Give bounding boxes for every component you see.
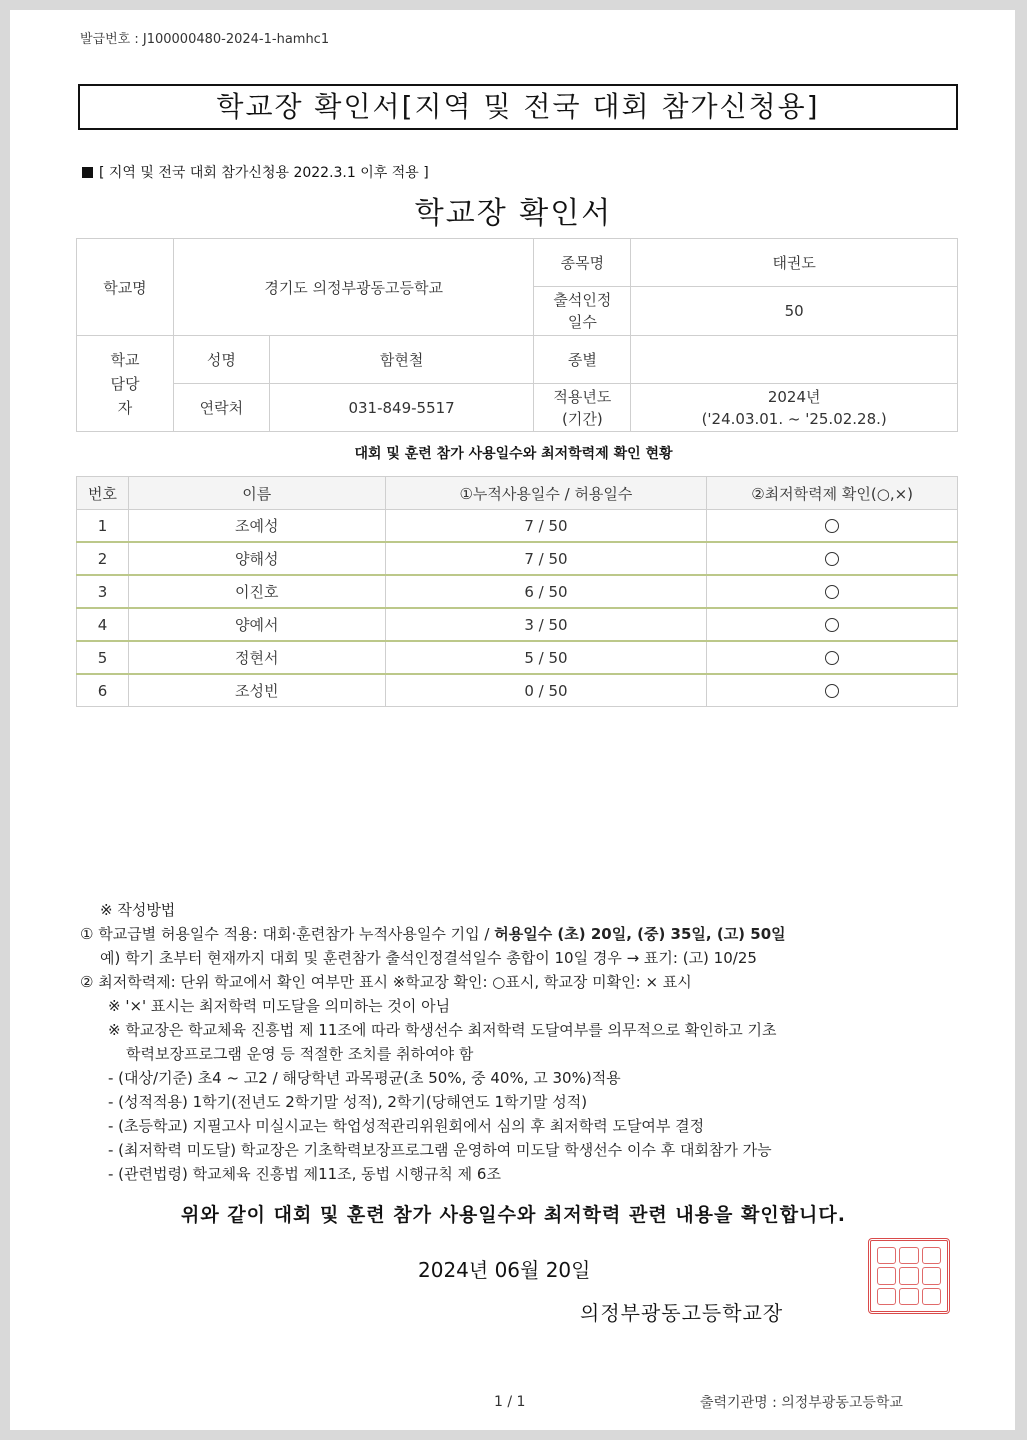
- row-number: 1: [77, 510, 129, 543]
- seal-cell: [922, 1288, 941, 1305]
- section-title: 대회 및 훈련 참가 사용일수와 최저학력제 확인 현황: [354, 446, 673, 462]
- principal-name: 의정부광동고등학교장: [580, 1301, 784, 1325]
- row-check: [707, 641, 958, 674]
- seal-cell: [899, 1247, 918, 1264]
- seal-cell: [877, 1247, 896, 1264]
- circle-mark-icon: [825, 651, 839, 665]
- year-value: 2024년: [767, 387, 821, 406]
- info-table: [76, 238, 958, 432]
- table-row: [77, 510, 958, 543]
- circle-mark-icon: [825, 684, 839, 698]
- seal-pattern: [877, 1247, 941, 1305]
- name-label: 성명: [173, 336, 269, 384]
- header-number: 번호: [77, 477, 129, 510]
- row-name: 이진호: [128, 575, 385, 608]
- circle-mark-icon: [825, 618, 839, 632]
- document-title: 학교장 확인서: [414, 196, 613, 231]
- year-label: [534, 384, 631, 432]
- table-row: [77, 608, 958, 641]
- subnote: [82, 162, 429, 182]
- row-name: 양해성: [128, 542, 385, 575]
- row-number: 4: [77, 608, 129, 641]
- attendance-label-text: 출석인정 일수: [553, 291, 612, 331]
- seal-cell: [899, 1267, 918, 1284]
- row-name: 양예서: [128, 608, 385, 641]
- circle-mark-icon: [825, 552, 839, 566]
- row-check: [707, 542, 958, 575]
- table-row: [77, 674, 958, 707]
- detail-2: - (성적적용) 1학기(전년도 2학기말 성적), 2학기(당해연도 1학기말 성적): [108, 1093, 588, 1111]
- event-value: 태권도: [631, 239, 958, 287]
- row-name: 조예성: [128, 510, 385, 543]
- note-2b-cont: 학력보장프로그램 운영 등 적절한 조치를 취하여야 함: [126, 1045, 474, 1063]
- row-days: 6 / 50: [385, 575, 707, 608]
- row-number: 2: [77, 542, 129, 575]
- seal-cell: [877, 1288, 896, 1305]
- header-check: ②최저학력제 확인(○,×): [707, 477, 958, 510]
- name-value: 함현철: [269, 336, 534, 384]
- detail-3: - (초등학교) 지필고사 미실시교는 학업성적관리위원회에서 심의 후 최저학력 도달여부 결정: [108, 1117, 705, 1135]
- header-name: 이름: [128, 477, 385, 510]
- table-row: [77, 542, 958, 575]
- seal-cell: [922, 1247, 941, 1264]
- note-1-text: ① 학교급별 허용일수 적용: 대회·훈련참가 누적사용일수 기입 /: [80, 925, 495, 943]
- school-value: 경기도 의정부광동고등학교: [173, 239, 534, 336]
- row-check: [707, 608, 958, 641]
- table-row: [77, 575, 958, 608]
- seal-cell: [899, 1288, 918, 1305]
- row-check: [707, 575, 958, 608]
- row-name: 조성빈: [128, 674, 385, 707]
- note-1-example: 예) 학기 초부터 현재까지 대회 및 훈련참가 출석인정결석일수 총합이 10일 경우 → 표기: (고) 10/25: [100, 949, 757, 967]
- header-days: ①누적사용일수 / 허용일수: [385, 477, 707, 510]
- row-number: 5: [77, 641, 129, 674]
- manager-label: [77, 336, 174, 432]
- page-number: 1 / 1: [494, 1394, 526, 1410]
- detail-4: - (최저학력 미도달) 학교장은 기초학력보장프로그램 운영하여 미도달 학생선수 이수 후 대회참가 가능: [108, 1141, 772, 1159]
- row-check: [707, 674, 958, 707]
- contact-value: 031-849-5517: [269, 384, 534, 432]
- detail-1: - (대상/기준) 초4 ~ 고2 / 해당학년 과목평균(초 50%, 중 40%, 고 30%)적용: [108, 1069, 621, 1087]
- row-name: 정현서: [128, 641, 385, 674]
- note-2b: ※ 학교장은 학교체육 진흥법 제 11조에 따라 학생선수 최저학력 도달여부를 의무적으로 확인하고 기초: [108, 1021, 777, 1039]
- circle-mark-icon: [825, 519, 839, 533]
- notes-heading: ※ 작성방법: [100, 901, 176, 919]
- attendance-value: 50: [631, 287, 958, 336]
- row-days: 7 / 50: [385, 510, 707, 543]
- square-bullet-icon: [82, 167, 93, 178]
- row-days: 7 / 50: [385, 542, 707, 575]
- note-2: ② 최저학력제: 단위 학교에서 확인 여부만 표시 ※학교장 확인: ○표시, 학교장 미확인: × 표시: [80, 973, 692, 991]
- row-days: 0 / 50: [385, 674, 707, 707]
- seal-cell: [922, 1267, 941, 1284]
- note-1-bold: 허용일수 (초) 20일, (중) 35일, (고) 50일: [494, 925, 786, 943]
- year-label-text: 적용년도 (기간): [553, 387, 612, 428]
- kind-value: [631, 336, 958, 384]
- detail-5: - (관련법령) 학교체육 진흥법 제11조, 동법 시행규칙 제 6조: [108, 1165, 501, 1183]
- row-number: 3: [77, 575, 129, 608]
- note-2a: ※ '×' 표시는 최저학력 미도달을 의미하는 것이 아님: [108, 997, 451, 1015]
- confirmation-statement: 위와 같이 대회 및 훈련 참가 사용일수와 최저학력 관련 내용을 확인합니다.: [181, 1204, 846, 1226]
- school-label: 학교명: [77, 239, 174, 336]
- circle-mark-icon: [825, 585, 839, 599]
- row-check: [707, 510, 958, 543]
- attendance-label: [534, 287, 631, 336]
- contact-label: 연락처: [173, 384, 269, 432]
- writing-instructions: [80, 898, 960, 1186]
- table-row: [77, 641, 958, 674]
- output-organization: 출력기관명 : 의정부광동고등학교: [700, 1395, 903, 1411]
- year-cell: [631, 384, 958, 432]
- row-number: 6: [77, 674, 129, 707]
- row-days: 3 / 50: [385, 608, 707, 641]
- kind-label: 종별: [534, 336, 631, 384]
- manager-label-text: 학교 담당자: [110, 350, 140, 417]
- main-title: 학교장 확인서[지역 및 전국 대회 참가신청용]: [78, 84, 958, 130]
- note-1: [80, 922, 960, 946]
- official-seal-icon: [868, 1238, 950, 1314]
- event-label: 종목명: [534, 239, 631, 287]
- issue-number: 발급번호 : J100000480-2024-1-hamhc1: [80, 32, 330, 47]
- row-days: 5 / 50: [385, 641, 707, 674]
- seal-cell: [877, 1267, 896, 1284]
- participants-table: [76, 476, 958, 707]
- subnote-text: [ 지역 및 전국 대회 참가신청용 2022.3.1 이후 적용 ]: [99, 165, 429, 181]
- period-value: ('24.03.01. ~ '25.02.28.): [701, 409, 887, 428]
- issue-date: 2024년 06월 20일: [418, 1258, 591, 1282]
